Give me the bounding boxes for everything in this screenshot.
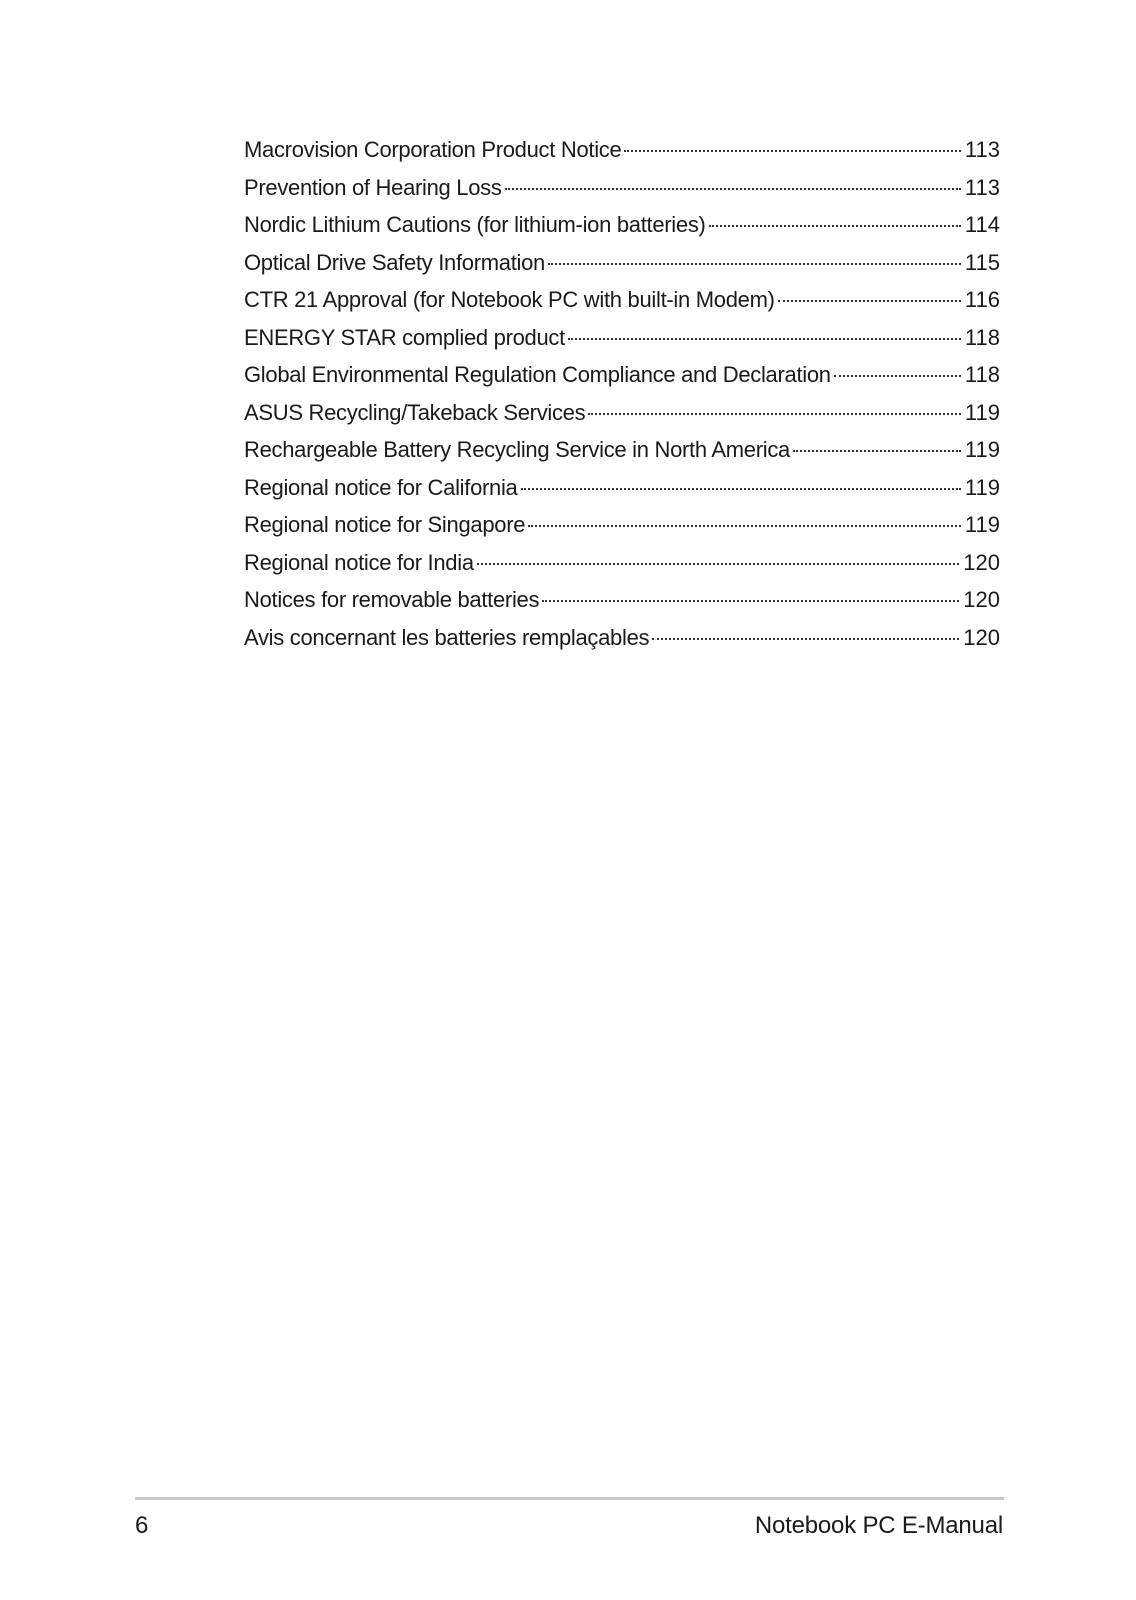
toc-entry-page: 118 bbox=[964, 362, 1000, 387]
footer-manual-title: Notebook PC E-Manual bbox=[754, 1512, 1003, 1539]
toc-dot-leader bbox=[709, 225, 961, 227]
toc-entry-title: Prevention of Hearing Loss bbox=[244, 174, 502, 200]
toc-entry-page: 114 bbox=[964, 212, 1000, 237]
toc-entry[interactable] bbox=[244, 394, 1000, 432]
toc-entry-title: Regional notice for India bbox=[244, 549, 474, 575]
table-of-contents bbox=[244, 131, 1000, 656]
toc-entry[interactable] bbox=[244, 131, 1000, 169]
toc-dot-leader bbox=[834, 375, 961, 377]
toc-entry[interactable] bbox=[244, 319, 1000, 357]
toc-dot-leader bbox=[477, 563, 960, 565]
toc-entry[interactable] bbox=[244, 581, 1000, 619]
toc-entry-title: Regional notice for California bbox=[244, 474, 518, 500]
toc-entry[interactable] bbox=[244, 431, 1000, 469]
toc-entry[interactable] bbox=[244, 619, 1000, 657]
toc-dot-leader bbox=[652, 638, 959, 640]
toc-entry-title: Nordic Lithium Cautions (for lithium-ion batteries) bbox=[244, 212, 706, 237]
toc-entry-title: ENERGY STAR complied product bbox=[244, 324, 565, 350]
toc-dot-leader bbox=[793, 450, 961, 452]
toc-dot-leader bbox=[778, 300, 961, 302]
toc-entry-title: Macrovision Corporation Product Notice bbox=[244, 137, 622, 162]
toc-entry[interactable] bbox=[244, 206, 1000, 244]
toc-entry-title: Avis concernant les batteries remplaçables bbox=[244, 624, 650, 650]
toc-entry-page: 120 bbox=[963, 624, 1000, 650]
toc-dot-leader bbox=[528, 525, 961, 527]
toc-entry[interactable] bbox=[244, 281, 1000, 319]
toc-entry-page: 113 bbox=[964, 137, 1000, 162]
footer-page-number: 6 bbox=[135, 1512, 149, 1539]
toc-dot-leader bbox=[568, 338, 961, 340]
toc-entry-page: 119 bbox=[964, 512, 1000, 537]
toc-entry-page: 119 bbox=[964, 474, 1000, 500]
footer-divider bbox=[135, 1497, 1004, 1500]
toc-entry-title: ASUS Recycling/Takeback Services bbox=[244, 399, 586, 425]
toc-entry-page: 116 bbox=[964, 287, 1000, 312]
toc-entry[interactable] bbox=[244, 169, 1000, 207]
toc-entry-page: 118 bbox=[964, 324, 1000, 350]
toc-dot-leader bbox=[521, 488, 961, 490]
toc-entry-title: CTR 21 Approval (for Notebook PC with built-in Modem) bbox=[244, 287, 775, 312]
toc-entry-page: 120 bbox=[963, 587, 1000, 612]
toc-entry-page: 119 bbox=[964, 437, 1000, 462]
toc-entry-title: Notices for removable batteries bbox=[244, 587, 540, 612]
toc-entry-title: Rechargeable Battery Recycling Service in North America bbox=[244, 437, 790, 462]
toc-entry-page: 115 bbox=[964, 249, 1000, 275]
toc-dot-leader bbox=[505, 188, 961, 190]
toc-entry[interactable] bbox=[244, 469, 1000, 507]
toc-entry[interactable] bbox=[244, 244, 1000, 282]
toc-dot-leader bbox=[542, 600, 959, 602]
toc-entry-page: 120 bbox=[963, 549, 1000, 575]
toc-entry[interactable] bbox=[244, 544, 1000, 582]
toc-entry-title: Regional notice for Singapore bbox=[244, 512, 526, 537]
toc-dot-leader bbox=[548, 263, 961, 265]
toc-entry[interactable] bbox=[244, 356, 1000, 394]
toc-entry-page: 113 bbox=[964, 174, 1000, 200]
toc-entry[interactable] bbox=[244, 506, 1000, 544]
toc-entry-title: Optical Drive Safety Information bbox=[244, 249, 545, 275]
toc-dot-leader bbox=[624, 150, 960, 152]
toc-entry-page: 119 bbox=[964, 399, 1000, 425]
toc-entry-title: Global Environmental Regulation Compliance and Declaration bbox=[244, 362, 831, 387]
toc-dot-leader bbox=[588, 413, 961, 415]
